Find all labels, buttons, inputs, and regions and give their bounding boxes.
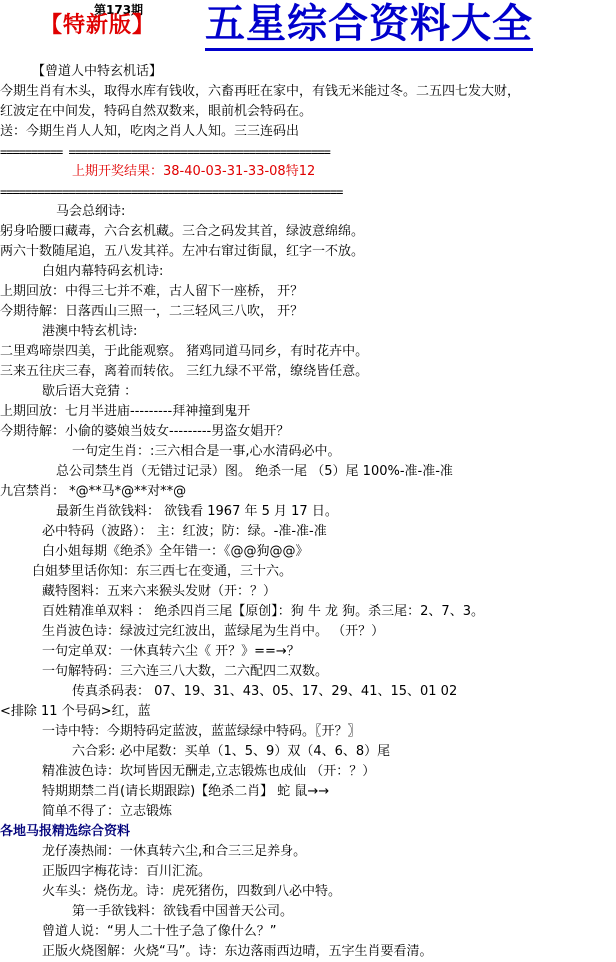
issue-number: 第173期 — [94, 3, 144, 17]
text-line-l44: 正版火烧图解：火烧“马”。诗：东边落雨西边晴，五字生肖要看清。 — [42, 944, 433, 959]
text-line-l14: 二里鸡啼崇四美，于此能观察。 猪鸡同道马同乡，有时花卉中。 — [0, 344, 369, 359]
text-line-l25: 白姐梦里话你知：东三西七在变通，三十六。 — [32, 564, 293, 579]
text-line-l34: 六合彩: 必中尾数：买单（1、5、9）双（4、6、8）尾 — [72, 744, 391, 759]
text-line-l28: 生肖波色诗：绿波过完红波出，蓝绿尾为生肖中。 （开？） — [42, 624, 385, 639]
text-line-l6: ======================================================= — [0, 185, 343, 199]
text-line-l36: 特期期禁二肖(请长期跟踪)【绝杀二肖】 蛇 鼠→→ — [42, 784, 330, 799]
text-line-l2: 红波定在中间发，特码自然双数来，眼前机会特码在。 — [0, 104, 313, 119]
text-line-l7: 马会总纲诗: — [56, 204, 126, 219]
text-line-l21: 九宫禁肖： *@**马*@**对**@ — [0, 484, 187, 499]
text-line-l43: 曾道人说：“男人二十性子急了像什么？” — [42, 924, 277, 939]
text-line-l18: 今期待解：小偷的婆娘当妓女---------男盗女娼开？ — [0, 424, 290, 439]
text-line-l39: 龙仔凑热闹：一休真转六尘,和合三三足养身。 — [42, 844, 307, 859]
text-line-l5: 上期开奖结果：38-40-03-31-33-08特12 — [72, 164, 316, 179]
text-line-l12: 今期待解：日落西山三照一，二三轻风三八吹， 开？ — [0, 304, 304, 319]
text-line-l1: 今期生肖有木头，取得水库有钱收，六畜再旺在家中，有钱无米能过冬。二五四七发大财， — [0, 84, 521, 99]
text-line-l35: 精准波色诗：坎坷皆因无酬走,立志锻炼也成仙 （开：？） — [42, 764, 376, 779]
text-line-l10: 白姐内幕特码玄机诗: — [42, 264, 164, 279]
text-line-l30: 一句解特码：三六连三八大数，二六配四二双数。 — [42, 664, 329, 679]
text-line-l29: 一句定单双：一休真转六尘《 开？》==→？ — [42, 644, 300, 659]
text-line-l17: 上期回放：七月半进庙---------拜神撞到鬼开 — [0, 404, 251, 419]
text-line-l0: 【曾道人中特玄机话】 — [32, 64, 163, 79]
text-line-l8: 躬身哈腰口藏毒，六合玄机藏。三合之码发其首，绿波意绵绵。 — [0, 224, 365, 239]
text-line-l11: 上期回放：中得三七并不难，古人留下一座桥， 开？ — [0, 284, 304, 299]
edition-label: 【特新版】 — [40, 13, 156, 38]
text-line-l24: 白小姐每期《绝杀》全年错一：《@@狗@@》 — [42, 544, 309, 559]
text-line-l4: ========== ========================================== — [0, 145, 330, 159]
header — [0, 0, 616, 64]
text-line-l33: 一诗中特：今期特码定蓝波，蓝蓝绿绿中特码。〖开？〗 — [42, 724, 361, 739]
text-line-l15: 三来五往庆三春，离着而转依。 三红九绿不平常，缭绕皆任意。 — [0, 364, 369, 379]
text-line-l31: 传真杀码表： 07、19、31、43、05、17、29、41、15、01 02 — [72, 684, 458, 699]
page-title: 五星综合资料大全 — [205, 0, 533, 51]
text-line-l20: 总公司禁生肖（无错过记录）图。 绝杀一尾 （5）尾 100%-准-准-准 — [56, 464, 453, 479]
text-line-l37: 简单不得了：立志锻炼 — [42, 804, 173, 819]
text-line-l27: 百姓精准单双料 ： 绝杀四肖三尾【原创】：狗 牛 龙 狗。杀三尾：2、7、3。 — [42, 604, 484, 619]
text-line-l40: 正版四字梅花诗：百川汇流。 — [42, 864, 212, 879]
text-line-l3: 送：今期生肖人人知，吃肉之肖人人知。三三连码出 — [0, 124, 300, 139]
text-line-l42: 第一手欲钱料：欲钱看中国普天公司。 — [72, 904, 294, 919]
text-line-l26: 藏特图料：五来六来猴头发财（开：？） — [42, 584, 277, 599]
text-line-l22: 最新生肖欲钱料： 欲钱看 1967 年 5 月 17 日。 — [56, 504, 338, 519]
text-line-l32: <排除 11 个号码>红，蓝 — [0, 704, 151, 719]
text-line-l13: 港澳中特玄机诗: — [42, 324, 138, 339]
text-line-l41: 火车头：烧伤龙。诗：虎死猪伤，四数到八必中特。 — [42, 884, 342, 899]
document-body — [0, 62, 616, 962]
text-line-l16: 歇后语大竞猜 ： — [42, 384, 138, 399]
text-line-l38: 各地马报精选综合资料 — [0, 824, 131, 839]
text-line-l19: 一句定生肖：:三六相合是一事,心水清码必中。 — [72, 444, 341, 459]
text-line-l9: 两六十数随尾追，五八发其祥。左冲右窜过街鼠，红字一不放。 — [0, 244, 365, 259]
text-line-l23: 必中特码（波路）： 主：红波；防：绿。-准-准-准 — [42, 524, 327, 539]
